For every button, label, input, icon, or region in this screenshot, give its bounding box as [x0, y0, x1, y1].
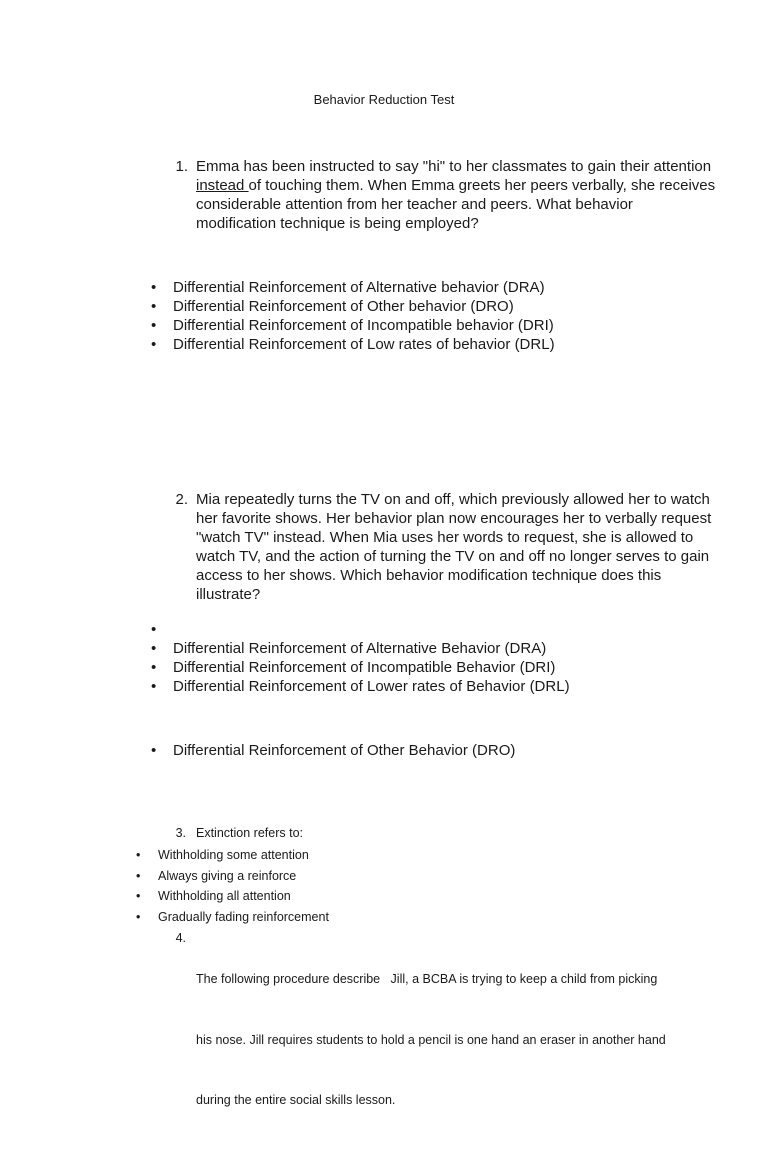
question-text: Extinction refers to:	[196, 826, 303, 840]
question-text	[196, 490, 711, 604]
question-text	[196, 928, 666, 1151]
question-number: 2.	[175, 491, 188, 508]
question-number: 1.	[175, 158, 188, 175]
answer-option: • Differential Reinforcement of Other Behavior (DRO)	[173, 741, 515, 760]
answer-option: • Differential Reinforcement of Other behavior (DRO)	[173, 297, 555, 316]
answer-option: • Differential Reinforcement of Incompatible Behavior (DRI)	[173, 658, 570, 677]
question-line: modification technique is being employed?	[196, 215, 479, 232]
question-line: "watch TV" instead. When Mia uses her words to request, she is allowed to	[196, 529, 694, 546]
question-text	[196, 157, 715, 233]
question-number: 4.	[175, 931, 186, 945]
answer-option: • Differential Reinforcement of Low rates of behavior (DRL)	[173, 335, 555, 354]
answer-options-extra	[173, 741, 515, 760]
answer-option: • Withholding all attention	[158, 886, 329, 907]
question-line: Mia repeatedly turns the TV on and off, which previously allowed her to watch	[196, 491, 710, 508]
answer-options	[158, 845, 329, 927]
question-line: Emma has been instructed to say "hi" to her classmates to gain their attention	[196, 158, 712, 175]
question-line: her favorite shows. Her behavior plan now encourages her to verbally request	[196, 510, 712, 527]
question-line: his nose. Jill requires students to hold a pencil is one hand an eraser in another hand	[196, 1032, 666, 1047]
answer-option: • Gradually fading reinforcement	[158, 907, 329, 928]
question-line: instead of touching them. When Emma greets her peers verbally, she receives	[196, 177, 716, 194]
answer-options	[173, 278, 555, 354]
answer-option: • Differential Reinforcement of Lower rates of Behavior (DRL)	[173, 677, 570, 696]
answer-option: • Always giving a reinforce	[158, 866, 329, 887]
answer-option: • Differential Reinforcement of Incompatible behavior (DRI)	[173, 316, 555, 335]
question-line: watch TV, and the action of turning the TV on and off no longer serves to gain	[196, 548, 710, 565]
answer-option: • Withholding some attention	[158, 845, 329, 866]
question-line: The following procedure describe Jill, a BCBA is trying to keep a child from picking	[196, 972, 658, 986]
underlined-word: instead	[196, 177, 249, 194]
answer-option: • Differential Reinforcement of Alternative Behavior (DRA)	[173, 639, 570, 658]
page-title: Behavior Reduction Test	[313, 92, 455, 107]
answer-option: • Differential Reinforcement of Alternative behavior (DRA)	[173, 278, 555, 297]
answer-option	[173, 620, 570, 639]
question-line: access to her shows. Which behavior modification technique does this	[196, 567, 662, 584]
question-number: 3.	[175, 826, 186, 840]
question-line: considerable attention from her teacher and peers. What behavior	[196, 196, 633, 213]
question-line: illustrate?	[196, 586, 261, 603]
answer-options	[173, 620, 570, 696]
question-line: during the entire social skills lesson.	[196, 1093, 396, 1107]
